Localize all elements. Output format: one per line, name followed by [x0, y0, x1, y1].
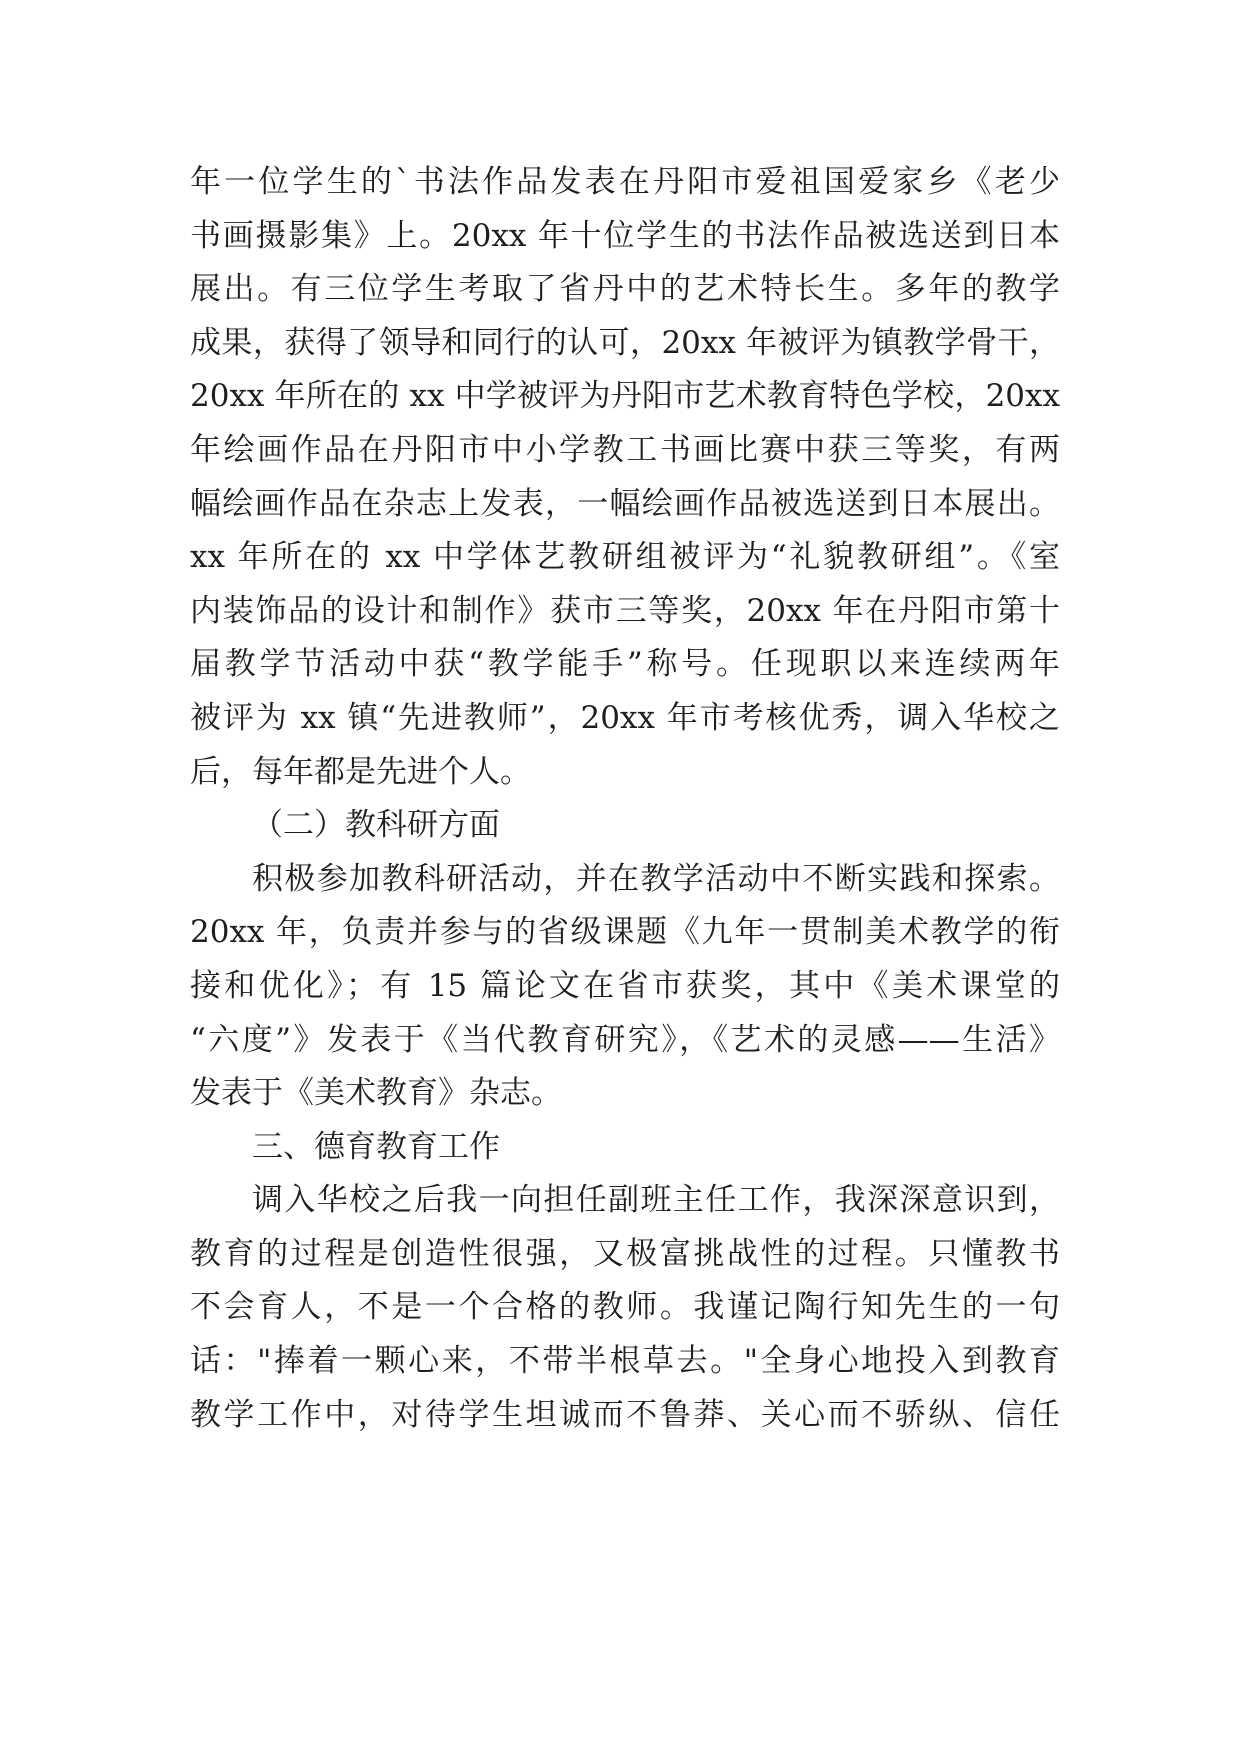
paragraph-line: 20xx 年，负责并参与的省级课题《九年一贯制美术教学的衔 — [190, 914, 1060, 951]
paragraph-line: 被评为 xx 镇“先进教师”，20xx 年市考核优秀，调入华校之 — [190, 699, 1060, 736]
paragraph-line: 教学工作中，对待学生坦诚而不鲁莽、关心而不骄纵、信任 — [190, 1396, 1060, 1433]
paragraph-line: “六度”》发表于《当代教育研究》，《艺术的灵感——生活》 — [190, 1021, 1060, 1058]
paragraph-line: 接和优化》；有 15 篇论文在省市获奖，其中《美术课堂的 — [190, 967, 1060, 1004]
paragraph-line: 年绘画作品在丹阳市中小学教工书画比赛中获三等奖，有两 — [190, 431, 1060, 468]
paragraph-line: 内装饰品的设计和制作》获市三等奖，20xx 年在丹阳市第十 — [190, 592, 1060, 629]
section-heading: 三、德育教育工作 — [252, 1128, 500, 1165]
paragraph-line: 届教学节活动中获“教学能手”称号。任现职以来连续两年 — [190, 646, 1060, 683]
paragraph-line: 后，每年都是先进个人。 — [190, 753, 531, 790]
document-body — [190, 156, 1060, 1442]
paragraph-line: 书画摄影集》上。20xx 年十位学生的书法作品被选送到日本 — [190, 217, 1060, 254]
section-heading: （二）教科研方面 — [252, 807, 500, 844]
paragraph-line: 成果，获得了领导和同行的认可，20xx 年被评为镇教学骨干， — [190, 324, 1060, 361]
paragraph-line: 幅绘画作品在杂志上发表，一幅绘画作品被选送到日本展出。 — [190, 485, 1060, 522]
paragraph-line: 展出。有三位学生考取了省丹中的艺术特长生。多年的教学 — [190, 271, 1060, 308]
paragraph-line: 年一位学生的`书法作品发表在丹阳市爱祖国爱家乡《老少 — [190, 164, 1060, 200]
paragraph-line: 积极参加教科研活动，并在教学活动中不断实践和探索。 — [252, 860, 1060, 897]
paragraph-line: xx 年所在的 xx 中学体艺教研组被评为“礼貌教研组”。《室 — [190, 539, 1060, 576]
paragraph-line: 调入华校之后我一向担任副班主任工作，我深深意识到， — [252, 1182, 1060, 1219]
paragraph-line: 教育的过程是创造性很强，又极富挑战性的过程。只懂教书 — [190, 1235, 1060, 1272]
paragraph-line: 20xx 年所在的 xx 中学被评为丹阳市艺术教育特色学校，20xx — [190, 378, 1060, 415]
paragraph-line: 不会育人，不是一个合格的教师。我谨记陶行知先生的一句 — [190, 1289, 1060, 1326]
paragraph-line: 话："捧着一颗心来，不带半根草去。"全身心地投入到教育 — [190, 1343, 1060, 1380]
paragraph-line: 发表于《美术教育》杂志。 — [190, 1075, 562, 1112]
